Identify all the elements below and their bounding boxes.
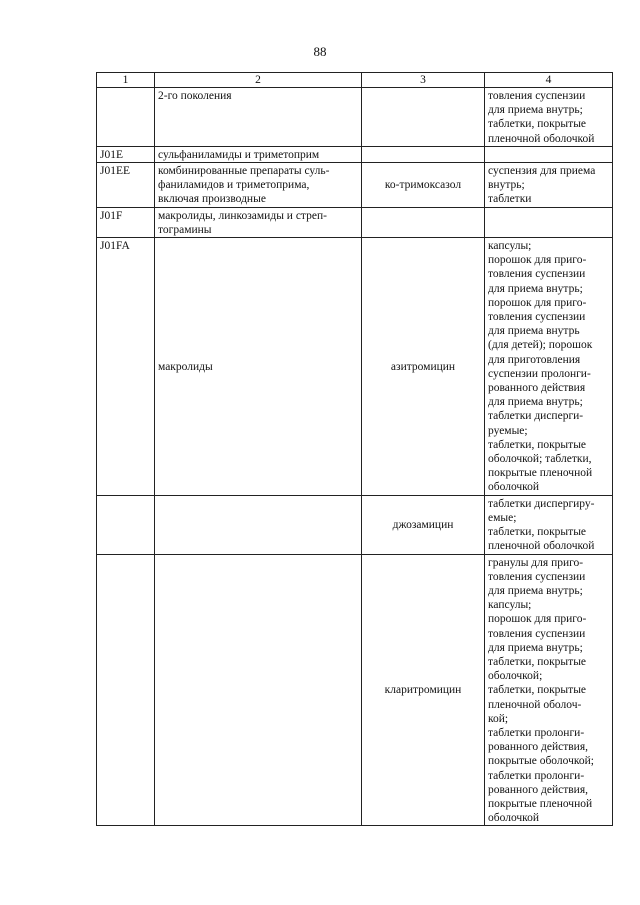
cell-line: кой; xyxy=(488,712,509,725)
drug-name xyxy=(362,146,485,162)
cell-line: таблетки, покрытые xyxy=(488,118,587,131)
column-header: 3 xyxy=(362,73,485,88)
dosage-forms xyxy=(485,163,613,208)
cell-line: для приема внутрь; xyxy=(488,396,583,409)
column-header: 4 xyxy=(485,73,613,88)
cell-line: пленочной оболоч- xyxy=(488,698,582,711)
cell-line: оболочкой xyxy=(488,812,540,825)
table-row xyxy=(97,238,613,496)
drug-name: ко-тримоксазол xyxy=(362,163,485,208)
cell-line: фаниламидов и триметоприма, xyxy=(158,179,310,192)
cell-line: таблетки, покрытые xyxy=(488,438,587,451)
atc-code xyxy=(97,554,155,826)
cell-line: таблетки пролонги- xyxy=(488,769,585,782)
cell-line: суспензия для приема xyxy=(488,165,596,178)
group-name xyxy=(155,238,362,496)
column-header: 2 xyxy=(155,73,362,88)
cell-line: для приема внутрь; xyxy=(488,641,583,654)
cell-line: суспензии пролонги- xyxy=(488,367,591,380)
dosage-forms xyxy=(485,207,613,237)
table-row xyxy=(97,146,613,162)
cell-line: оболочкой; xyxy=(488,670,543,683)
drug-name xyxy=(362,207,485,237)
cell-line: покрытые пленочной xyxy=(488,797,593,810)
cell-line: рованного действия, xyxy=(488,783,588,796)
group-name xyxy=(155,495,362,554)
cell-line: пленочной оболочкой xyxy=(488,540,595,553)
atc-code: J01F xyxy=(97,207,155,237)
table-header-row xyxy=(97,73,613,88)
group-name xyxy=(155,88,362,147)
dosage-forms xyxy=(485,146,613,162)
cell-line: товления суспензии xyxy=(488,570,586,583)
drug-name: кларитромицин xyxy=(362,554,485,826)
cell-line: макролиды xyxy=(158,360,213,373)
drug-name: азитромицин xyxy=(362,238,485,496)
page-number: 88 xyxy=(313,44,327,59)
cell-line: товления суспензии xyxy=(488,627,586,640)
cell-line: рованного действия xyxy=(488,382,586,395)
cell-line: для приема внутрь; xyxy=(488,584,583,597)
cell-line: порошок для приго- xyxy=(488,613,587,626)
cell-line: 2-го поколения xyxy=(158,90,232,102)
atc-code xyxy=(97,88,155,147)
group-name xyxy=(155,146,362,162)
cell-line: макролиды, линкозамиды и стреп- xyxy=(158,209,327,222)
table-row xyxy=(97,495,613,554)
drug-table xyxy=(96,72,613,826)
atc-code: J01FA xyxy=(97,238,155,496)
drug-name xyxy=(362,88,485,147)
cell-line: товления суспензии xyxy=(488,311,586,324)
cell-line: таблетки, покрытые xyxy=(488,684,587,697)
dosage-forms xyxy=(485,495,613,554)
cell-line: руемые; xyxy=(488,424,528,437)
column-header: 1 xyxy=(97,73,155,88)
cell-line: пленочной оболочкой xyxy=(488,132,595,145)
cell-line: таблетки пролонги- xyxy=(488,726,585,739)
cell-line: товления суспензии xyxy=(488,90,586,102)
cell-line: порошок для приго- xyxy=(488,296,587,309)
cell-line: тограмины xyxy=(158,223,212,236)
cell-line: покрытые оболочкой; xyxy=(488,755,594,768)
cell-line: таблетки, покрытые xyxy=(488,526,587,539)
dosage-forms xyxy=(485,238,613,496)
table-row xyxy=(97,554,613,826)
atc-code xyxy=(97,495,155,554)
group-name xyxy=(155,554,362,826)
cell-line: комбинированные препараты суль- xyxy=(158,165,330,178)
cell-line: товления суспензии xyxy=(488,268,586,281)
cell-line: рованного действия, xyxy=(488,741,588,754)
group-name xyxy=(155,207,362,237)
cell-line: для приготовления xyxy=(488,353,581,366)
dosage-forms xyxy=(485,88,613,147)
table-row xyxy=(97,88,613,147)
cell-line: емые; xyxy=(488,511,517,524)
cell-line: для приема внутрь; xyxy=(488,282,583,295)
dosage-forms xyxy=(485,554,613,826)
table-row xyxy=(97,207,613,237)
cell-line: оболочкой xyxy=(488,481,540,494)
cell-line: порошок для приго- xyxy=(488,254,587,267)
cell-line: капсулы; xyxy=(488,599,532,612)
cell-line: таблетки диспергиру- xyxy=(488,497,595,510)
cell-line: внутрь; xyxy=(488,179,525,192)
drug-name: джозамицин xyxy=(362,495,485,554)
cell-line: сульфаниламиды и триметоприм xyxy=(158,148,320,161)
cell-line: таблетки дисперги- xyxy=(488,410,584,423)
table-row xyxy=(97,163,613,208)
cell-line: капсулы; xyxy=(488,240,532,253)
cell-line: гранулы для приго- xyxy=(488,556,584,569)
cell-line: таблетки xyxy=(488,193,532,206)
cell-line: (для детей); порошок xyxy=(488,339,593,352)
cell-line: для приема внутрь; xyxy=(488,104,583,117)
cell-line: оболочкой; таблетки, xyxy=(488,453,592,466)
cell-line: включая производные xyxy=(158,193,266,206)
atc-code: J01EE xyxy=(97,163,155,208)
cell-line: покрытые пленочной xyxy=(488,467,593,480)
atc-code: J01E xyxy=(97,146,155,162)
cell-line: для приема внутрь xyxy=(488,325,580,338)
group-name xyxy=(155,163,362,208)
cell-line: таблетки, покрытые xyxy=(488,655,587,668)
